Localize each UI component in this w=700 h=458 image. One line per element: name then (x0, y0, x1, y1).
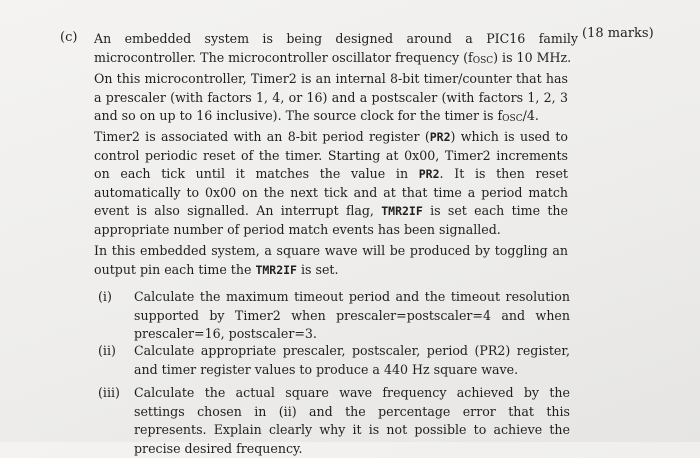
period-register-paragraph (94, 128, 568, 240)
subpart-iii-label: (iii) (98, 385, 120, 400)
timer2-description-paragraph (94, 70, 568, 129)
subpart-i-label: (i) (98, 289, 112, 304)
intro-text-a: An embedded system is being designed around a PIC16 family microcontroller. The microcontroller oscillator frequency (f (94, 31, 578, 65)
intro-text-b: ) is 10 MHz. (493, 49, 572, 65)
para3-text-b: ) which is used to control periodic reset of the timer. Starting at 0x00, Timer2 increments on each tick until it matches the value in (94, 129, 569, 182)
subpart-ii-text: Calculate appropriate prescaler, postscaler, period (PR2) register, and timer register values to produce a 440 Hz square wave. (134, 343, 570, 377)
intro-subscript: OSC (472, 55, 494, 66)
square-wave-paragraph (94, 242, 568, 279)
register-pr2-term: PR2 (429, 130, 451, 144)
interrupt-flag-term-2: TMR2IF (255, 262, 297, 277)
interrupt-flag-term: TMR2IF (381, 204, 423, 219)
para4-text-a: In this embedded system, a square wave will be produced by toggling an output pin each time the (94, 243, 568, 277)
subpart-ii-label: (ii) (98, 343, 116, 358)
para2-text-b: /4. (522, 108, 539, 124)
register-pr2-term-2: PR2 (418, 167, 440, 182)
para3-text-c: . It is then reset automatically to 0x00 on the next tick and at that time a period match event is also signalled. An interrupt flag, (94, 166, 568, 219)
marks-label: (18 marks) (582, 26, 654, 41)
para2-text-a: On this microcontroller, Timer2 is an internal 8-bit timer/counter that has a prescaler (with factors 1, 4, or 16) and a postscaler (with factors 1, 2, 3 and so on up to 16 inclusive). The source clock for the timer is f (94, 71, 568, 124)
para3-text-a: Timer2 is associated with an 8-bit period register ( (94, 129, 430, 144)
question-label: (c) (60, 30, 78, 45)
para3-text-d: is set each time the appropriate number of period match events has been signalled. (94, 203, 568, 237)
subpart-iii-text: Calculate the actual square wave frequency achieved by the settings chosen in (ii) and the percentage error that this represents. Explain clearly why it is not possible to achieve the precise desired frequency. (134, 385, 570, 456)
intro-paragraph (94, 30, 578, 70)
subpart-i-text: Calculate the maximum timeout period and the timeout resolution supported by Timer2 when prescaler=postscaler=4 and when prescaler=16, postscaler=3. (134, 289, 570, 342)
para4-text-b: is set. (296, 261, 339, 277)
para2-subscript: OSC (502, 114, 523, 125)
